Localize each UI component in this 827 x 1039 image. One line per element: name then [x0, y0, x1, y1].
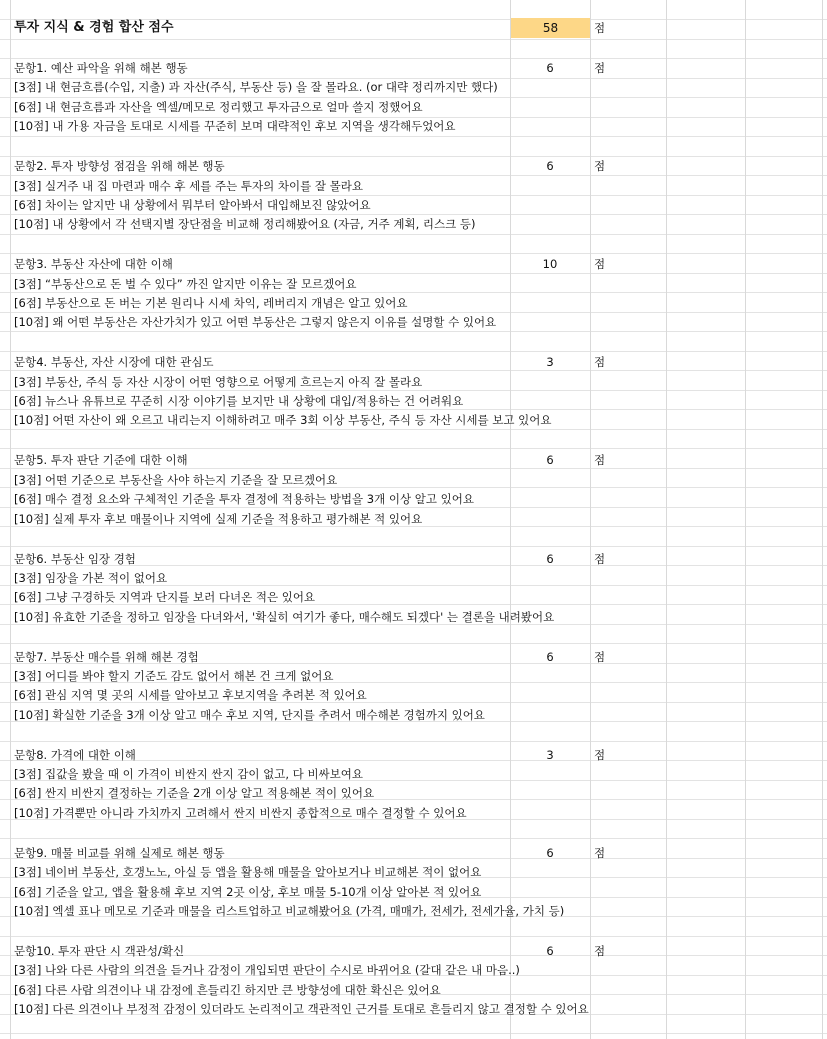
question-title[interactable]: 문항7. 부동산 매수를 위해 해본 경험	[14, 650, 199, 664]
total-score-label[interactable]: 투자 지식 & 경험 합산 점수	[14, 20, 174, 35]
answer-option[interactable]: [10점] 엑셀 표나 메모로 기준과 매물을 리스트업하고 비교해봤어요 (가격, 매매가, 전세가, 전세가율, 가치 등)	[14, 904, 565, 918]
answer-option[interactable]: [10점] 다른 의견이나 부정적 감정이 있더라도 논리적이고 객관적인 근거를 토대로 흔들리지 않고 결정할 수 있어요	[14, 1002, 589, 1016]
question-title[interactable]: 문항6. 부동산 임장 경험	[14, 552, 136, 566]
question-score-unit[interactable]: 점	[594, 355, 606, 369]
question-title[interactable]: 문항4. 부동산, 자산 시장에 대한 관심도	[14, 355, 214, 369]
answer-option[interactable]: [3점] 내 현금흐름(수입, 지출) 과 자산(주식, 부동산 등) 을 잘 몰라요. (or 대략 정리까지만 했다)	[14, 80, 498, 94]
row-divider	[0, 448, 827, 449]
row-divider	[0, 39, 827, 40]
question-score[interactable]: 6	[546, 159, 554, 173]
column-divider	[745, 0, 746, 1039]
row-divider	[0, 838, 827, 839]
answer-option[interactable]: [10점] 실제 투자 후보 매물이나 지역에 실제 기준을 적용하고 평가해본 적 있어요	[14, 512, 423, 526]
question-score[interactable]: 10	[542, 257, 558, 271]
answer-option[interactable]: [10점] 유효한 기준을 정하고 임장을 다녀와서, '확실히 여기가 좋다, 매수해도 되겠다' 는 결론을 내려봤어요	[14, 610, 555, 624]
question-title[interactable]: 문항1. 예산 파악을 위해 해본 행동	[14, 61, 188, 75]
answer-option[interactable]: [6점] 관심 지역 몇 곳의 시세를 알아보고 후보지역을 추려본 적 있어요	[14, 688, 367, 702]
question-score-unit[interactable]: 점	[594, 846, 606, 860]
column-divider	[10, 0, 11, 1039]
question-title[interactable]: 문항2. 투자 방향성 점검을 위해 해본 행동	[14, 159, 225, 173]
row-divider	[0, 136, 827, 137]
column-divider	[666, 0, 667, 1039]
question-score-unit[interactable]: 점	[594, 552, 606, 566]
answer-option[interactable]: [6점] 뉴스나 유튜브로 꾸준히 시장 이야기를 보지만 내 상황에 대입/적용하는 건 어려워요	[14, 394, 464, 408]
answer-option[interactable]: [6점] 다른 사람 의견이나 내 감정에 흔들리긴 하지만 큰 방향성에 대한 확신은 있어요	[14, 983, 441, 997]
question-score[interactable]: 6	[546, 453, 554, 467]
answer-option[interactable]: [6점] 내 현금흐름과 자산을 엑셀/메모로 정리했고 투자금으로 얼마 쓸지 정했어요	[14, 100, 423, 114]
question-score-unit[interactable]: 점	[594, 944, 606, 958]
answer-option[interactable]: [3점] 부동산, 주식 등 자산 시장이 어떤 영향으로 어떻게 흐르는지 아직 잘 몰라요	[14, 375, 423, 389]
question-title[interactable]: 문항5. 투자 판단 기준에 대한 이해	[14, 453, 188, 467]
column-divider	[590, 0, 591, 1039]
question-score[interactable]: 6	[546, 61, 554, 75]
row-divider	[0, 1033, 827, 1034]
answer-option[interactable]: [3점] 네이버 부동산, 호갱노노, 아실 등 앱을 활용해 매물을 알아보거나 비교해본 적이 없어요	[14, 865, 482, 879]
question-score-unit[interactable]: 점	[594, 748, 606, 762]
answer-option[interactable]: [3점] 어디를 봐야 할지 기준도 감도 없어서 해본 건 크게 없어요	[14, 669, 334, 683]
question-score-unit[interactable]: 점	[594, 257, 606, 271]
answer-option[interactable]: [10점] 내 상황에서 각 선택지별 장단점을 비교해 정리해봤어요 (자금, 거주 계획, 리스크 등)	[14, 217, 476, 231]
question-title[interactable]: 문항9. 매물 비교를 위해 실제로 해본 행동	[14, 846, 225, 860]
question-score-unit[interactable]: 점	[594, 61, 606, 75]
row-divider	[0, 234, 827, 235]
answer-option[interactable]: [6점] 기준을 알고, 앱을 활용해 후보 지역 2곳 이상, 후보 매물 5-10개 이상 알아본 적 있어요	[14, 885, 482, 899]
answer-option[interactable]: [6점] 부동산으로 돈 버는 기본 원리나 시세 차익, 레버리지 개념은 알고 있어요	[14, 296, 408, 310]
answer-option[interactable]: [10점] 왜 어떤 부동산은 자산가치가 있고 어떤 부동산은 그렇지 않은지 이유를 설명할 수 있어요	[14, 315, 497, 329]
column-divider	[822, 0, 823, 1039]
answer-option[interactable]: [6점] 차이는 알지만 내 상황에서 뭐부터 알아봐서 대입해보진 않았어요	[14, 198, 371, 212]
total-score-unit[interactable]: 점	[594, 21, 606, 35]
answer-option[interactable]: [3점] 실거주 내 집 마련과 매수 후 세를 주는 투자의 차이를 잘 몰라요	[14, 179, 363, 193]
question-score[interactable]: 6	[546, 552, 554, 566]
answer-option[interactable]: [10점] 내 가용 자금을 토대로 시세를 꾸준히 보며 대략적인 후보 지역을 생각해두었어요	[14, 119, 456, 133]
row-divider	[0, 741, 827, 742]
total-score-value[interactable]: 58	[511, 18, 590, 38]
question-score[interactable]: 3	[546, 355, 554, 369]
question-score-unit[interactable]: 점	[594, 159, 606, 173]
row-divider	[0, 936, 827, 937]
answer-option[interactable]: [3점] “부동산으로 돈 벌 수 있다” 까진 알지만 이유는 잘 모르겠어요	[14, 277, 357, 291]
answer-option[interactable]: [6점] 싼지 비싼지 결정하는 기준을 2개 이상 알고 적용해본 적이 있어요	[14, 786, 375, 800]
answer-option[interactable]: [3점] 나와 다른 사람의 의견을 듣거나 감정이 개입되면 판단이 수시로 바뀌어요 (갈대 같은 내 마음..)	[14, 963, 520, 977]
question-score-unit[interactable]: 점	[594, 453, 606, 467]
question-score[interactable]: 6	[546, 846, 554, 860]
question-score[interactable]: 6	[546, 944, 554, 958]
answer-option[interactable]: [6점] 매수 결정 요소와 구체적인 기준을 투자 결정에 적용하는 방법을 3개 이상 알고 있어요	[14, 492, 474, 506]
question-title[interactable]: 문항3. 부동산 자산에 대한 이해	[14, 257, 173, 271]
answer-option[interactable]: [3점] 어떤 기준으로 부동산을 사야 하는지 기준을 잘 모르겠어요	[14, 473, 338, 487]
row-divider	[0, 643, 827, 644]
answer-option[interactable]: [3점] 집값을 봤을 때 이 가격이 비싼지 싼지 감이 없고, 다 비싸보여요	[14, 767, 363, 781]
answer-option[interactable]: [3점] 임장을 가본 적이 없어요	[14, 571, 168, 585]
answer-option[interactable]: [10점] 어떤 자산이 왜 오르고 내리는지 이해하려고 매주 3회 이상 부동산, 주식 등 자산 시세를 보고 있어요	[14, 413, 552, 427]
question-score[interactable]: 6	[546, 650, 554, 664]
question-title[interactable]: 문항8. 가격에 대한 이해	[14, 748, 136, 762]
answer-option[interactable]: [10점] 확실한 기준을 3개 이상 알고 매수 후보 지역, 단지를 추려서 매수해본 경험까지 있어요	[14, 708, 485, 722]
answer-option[interactable]: [6점] 그냥 구경하듯 지역과 단지를 보러 다녀온 적은 있어요	[14, 590, 316, 604]
question-score-unit[interactable]: 점	[594, 650, 606, 664]
answer-option[interactable]: [10점] 가격뿐만 아니라 가치까지 고려해서 싼지 비싼지 종합적으로 매수 결정할 수 있어요	[14, 806, 467, 820]
question-title[interactable]: 문항10. 투자 판단 시 객관성/확신	[14, 944, 185, 958]
question-score[interactable]: 3	[546, 748, 554, 762]
row-divider	[0, 546, 827, 547]
